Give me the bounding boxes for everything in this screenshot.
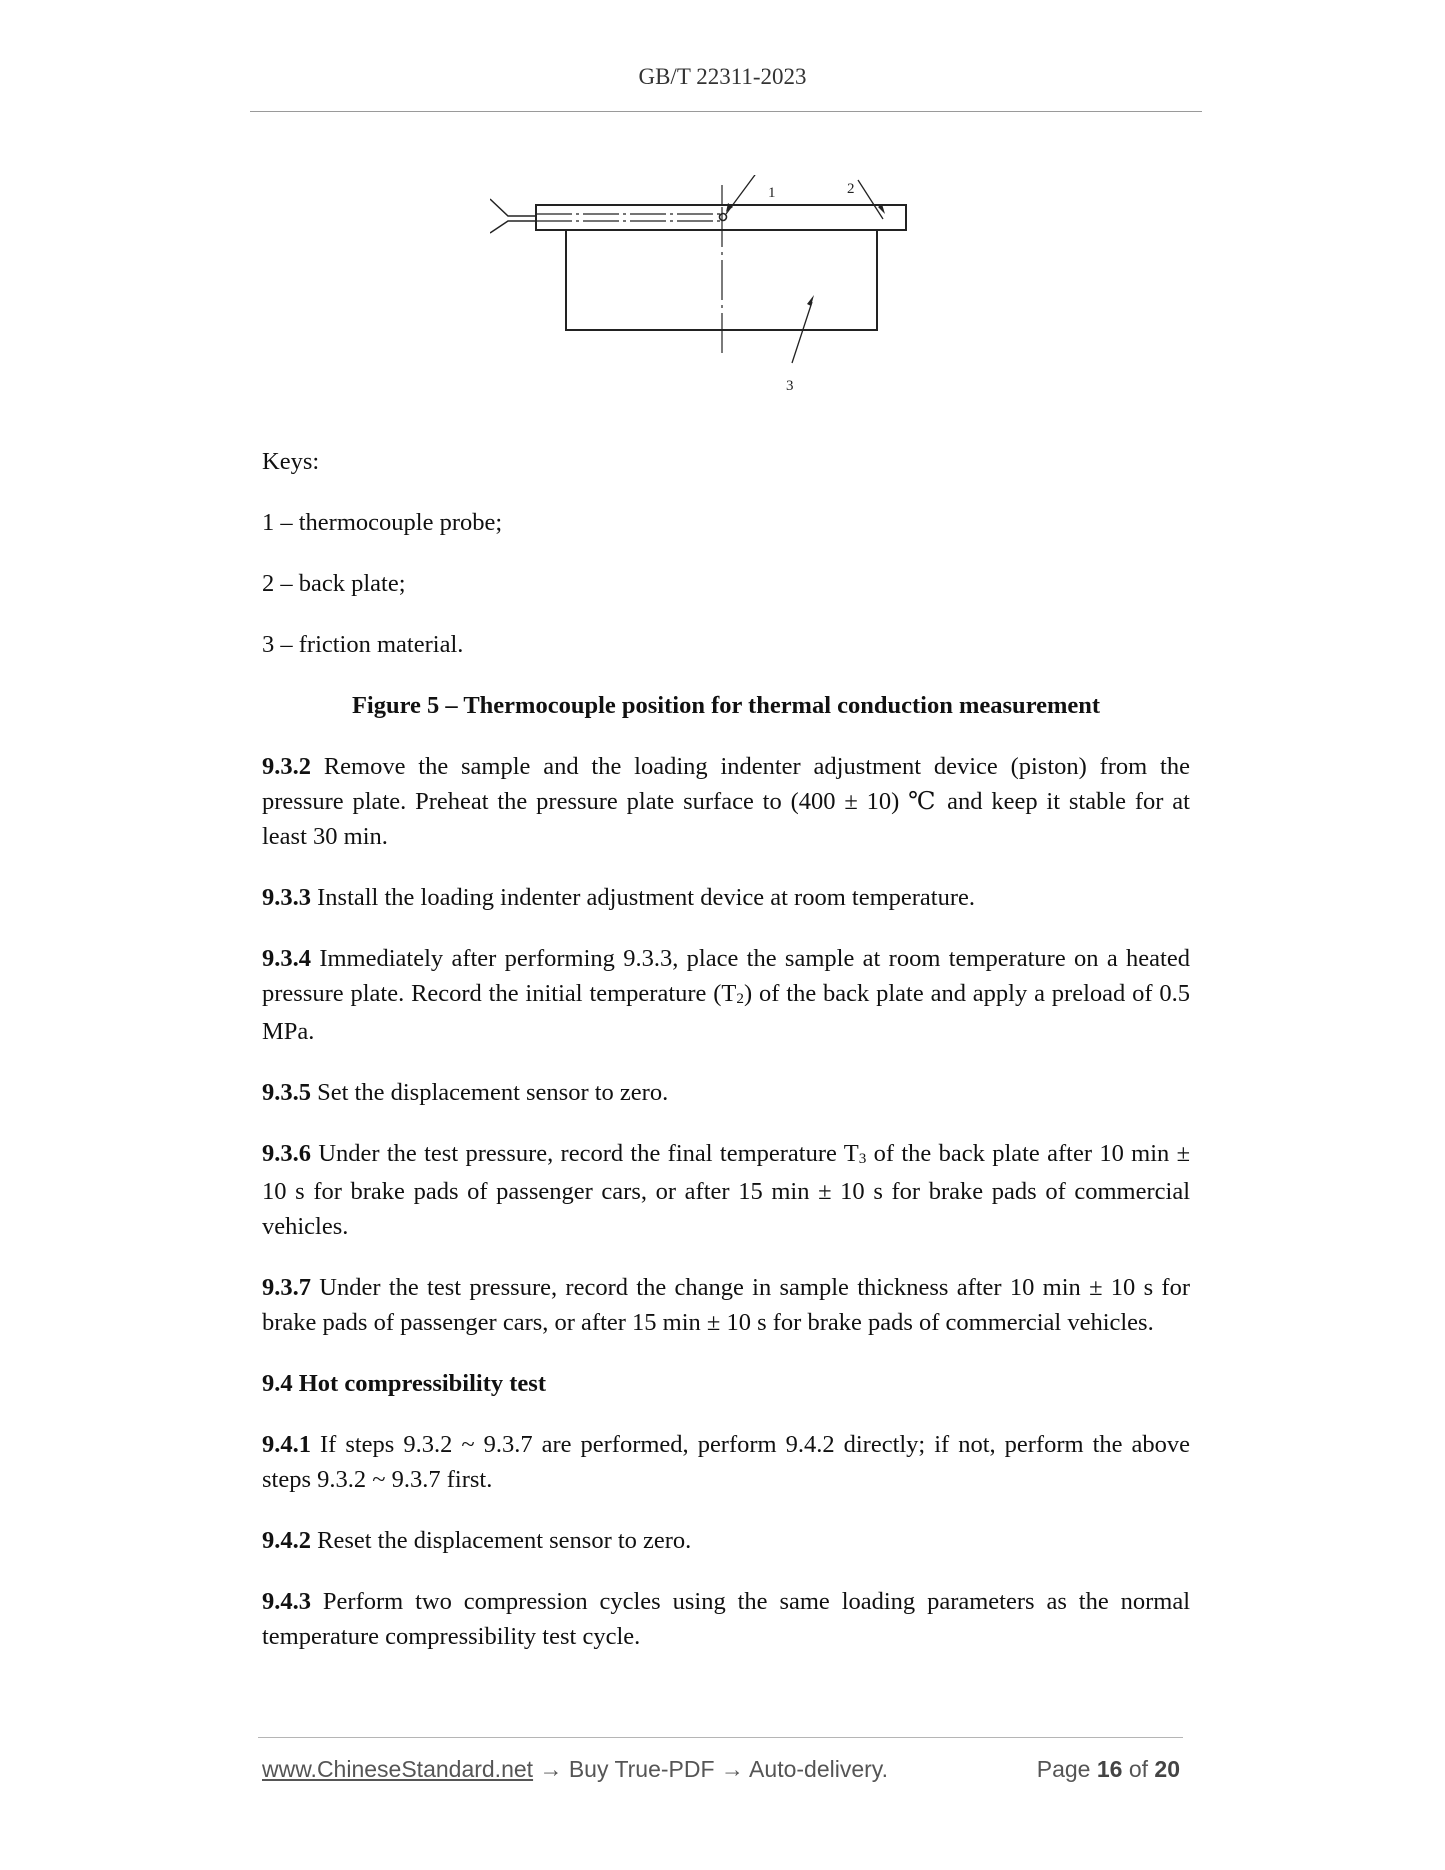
page-of: of <box>1128 1756 1149 1782</box>
leader-2 <box>858 180 883 219</box>
clause-text: Perform two compression cycles using the same loading parameters as the normal temperature compressibility test cycle. <box>262 1588 1190 1650</box>
probe-tip-marker <box>720 214 727 221</box>
clause-number: 9.3.5 <box>262 1079 311 1106</box>
document-body <box>262 444 1190 1680</box>
leader-1 <box>726 175 766 214</box>
clause-number: 9.4.1 <box>262 1431 311 1458</box>
document-header: GB/T 22311-2023 <box>638 64 807 89</box>
clause-text: Install the loading indenter adjustment device at room temperature. <box>317 884 976 911</box>
wire-lead-top <box>490 199 536 216</box>
subscript: 3 <box>858 1149 867 1167</box>
paragraph-9-4-3 <box>262 1584 1190 1654</box>
thermocouple-diagram-svg <box>490 175 930 405</box>
arrowhead-3 <box>807 295 814 306</box>
figure-thermocouple-diagram <box>490 175 930 405</box>
page-indicator <box>1037 1756 1180 1783</box>
clause-number: 9.3.2 <box>262 753 311 780</box>
paragraph-9-3-5 <box>262 1075 1190 1110</box>
clause-text: Under the test pressure, record the change in sample thickness after 10 min ± 10 s for brake pads of passenger cars, or after 15 min ± 10 s for brake pads of commercial vehicles. <box>262 1274 1190 1336</box>
key-item-1: 1 – thermocouple probe; <box>262 509 503 536</box>
clause-text: Set the displacement sensor to zero. <box>317 1079 669 1106</box>
paragraph-9-3-7 <box>262 1270 1190 1340</box>
figure-label-2: 2 <box>847 181 855 197</box>
clause-text: Remove the sample and the loading indenter adjustment device (piston) from the pressure plate. Preheat the pressure plate surface to (400 ± 10) ℃ and keep it stable for at least 30 min. <box>262 753 1190 850</box>
keys-title: Keys: <box>262 448 320 475</box>
wire-lead-bottom <box>490 221 536 233</box>
website-link[interactable]: www.ChineseStandard.net <box>262 1756 534 1782</box>
paragraph-9-3-6 <box>262 1136 1190 1244</box>
clause-number: 9.3.6 <box>262 1140 311 1167</box>
page-footer <box>262 1756 1180 1783</box>
clause-number: 9.4.3 <box>262 1588 311 1615</box>
leader-3 <box>792 302 812 363</box>
clause-text-cont: of the back plate after 10 min ± 10 s for brake pads of passenger cars, or after 15 min ± 10 s for brake pads of commercial vehicles. <box>262 1140 1191 1240</box>
page-label: Page <box>1036 1756 1091 1782</box>
figure-caption: Figure 5 – Thermocouple position for thermal conduction measurement <box>351 692 1101 719</box>
subscript: 2 <box>736 989 744 1007</box>
paragraph-9-3-2 <box>262 749 1190 854</box>
paragraph-9-4-1 <box>262 1427 1190 1497</box>
clause-text: Under the test pressure, record the final temperature T <box>318 1140 859 1167</box>
footer-promo-text: → Buy True-PDF → Auto-delivery. <box>533 1756 888 1782</box>
clause-text: Immediately after performing 9.3.3, place the sample at room temperature on a heated pressure plate. Record the initial temperature (T <box>262 945 1190 1007</box>
clause-number: 9.3.3 <box>262 884 311 911</box>
figure-label-3: 3 <box>786 378 794 394</box>
paragraph-9-4-2 <box>262 1523 1190 1558</box>
figure-label-1: 1 <box>768 185 776 201</box>
clause-text-cont: ) of the back plate and apply a preload of 0.5 MPa. <box>262 980 1190 1045</box>
key-item-2: 2 – back plate; <box>262 570 406 597</box>
clause-text: Reset the displacement sensor to zero. <box>317 1527 692 1554</box>
paragraph-9-3-3 <box>262 880 1190 915</box>
header-divider <box>250 111 1202 112</box>
page-total: 20 <box>1154 1756 1180 1782</box>
paragraph-9-3-4 <box>262 941 1190 1049</box>
page-current: 16 <box>1096 1756 1123 1782</box>
footer-divider <box>258 1737 1183 1738</box>
key-item-3: 3 – friction material. <box>262 631 464 658</box>
clause-number: 9.3.7 <box>262 1274 311 1301</box>
clause-number: 9.4.2 <box>262 1527 311 1554</box>
section-heading-9-4: 9.4 Hot compressibility test <box>262 1370 546 1397</box>
clause-number: 9.3.4 <box>262 945 311 972</box>
clause-text: If steps 9.3.2 ~ 9.3.7 are performed, perform 9.4.2 directly; if not, perform the above steps 9.3.2 ~ 9.3.7 first. <box>262 1431 1191 1493</box>
